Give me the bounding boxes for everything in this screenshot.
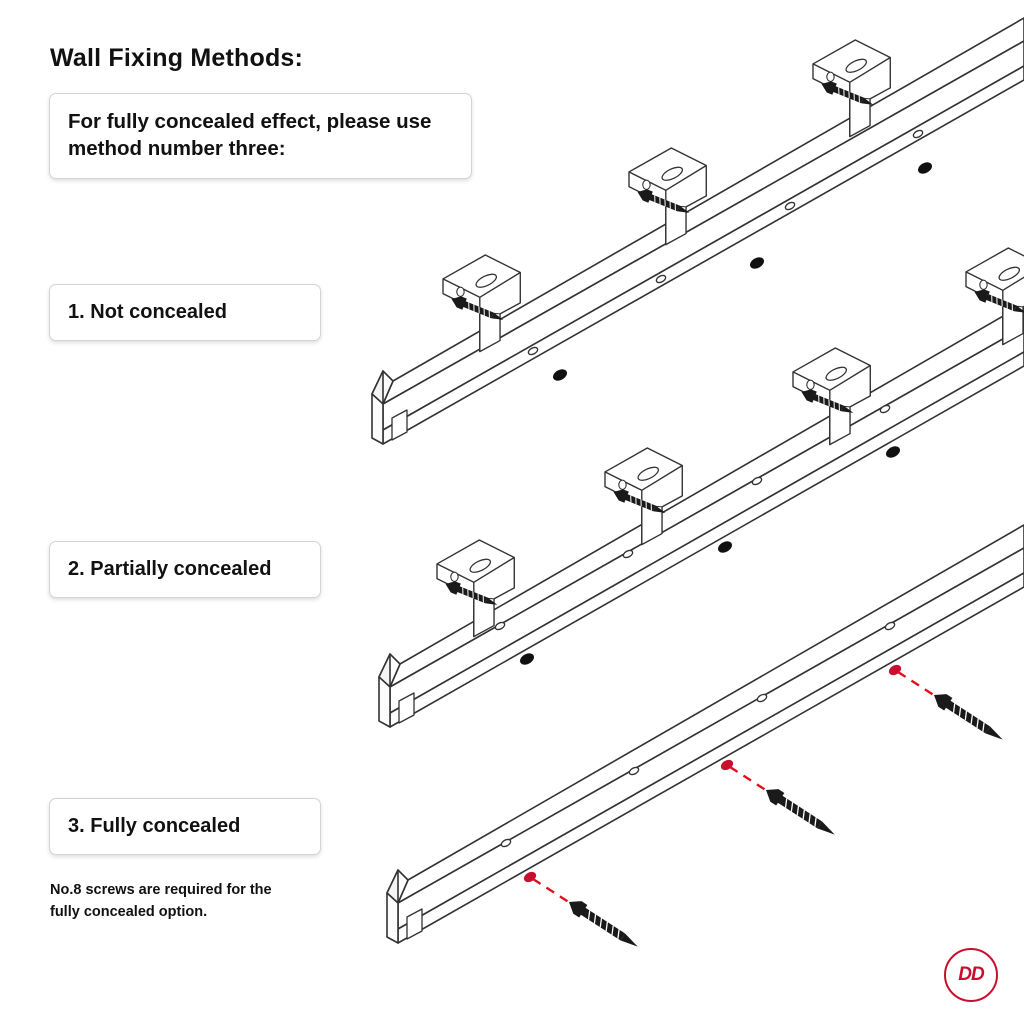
concealed-note: For fully concealed effect, please use method number three: <box>49 93 472 179</box>
method-1-label <box>49 284 321 341</box>
method-2-label <box>49 541 321 598</box>
method-3-label <box>49 798 321 855</box>
method-1-number: 1. <box>68 301 85 323</box>
method-2-text: Partially concealed <box>90 558 272 580</box>
screw-requirement-note: No.8 screws are required for the fully concealed option. <box>50 882 272 920</box>
brackets-lower-row <box>437 348 870 637</box>
method-3-number: 3. <box>68 815 85 837</box>
insertion-screws <box>565 689 1007 953</box>
method-2-number: 2. <box>68 558 85 580</box>
method-1-text: Not concealed <box>90 301 227 323</box>
brand-logo: DD <box>944 948 998 1002</box>
page-title: Wall Fixing Methods: <box>50 44 304 72</box>
method-3-text: Fully concealed <box>90 815 241 837</box>
